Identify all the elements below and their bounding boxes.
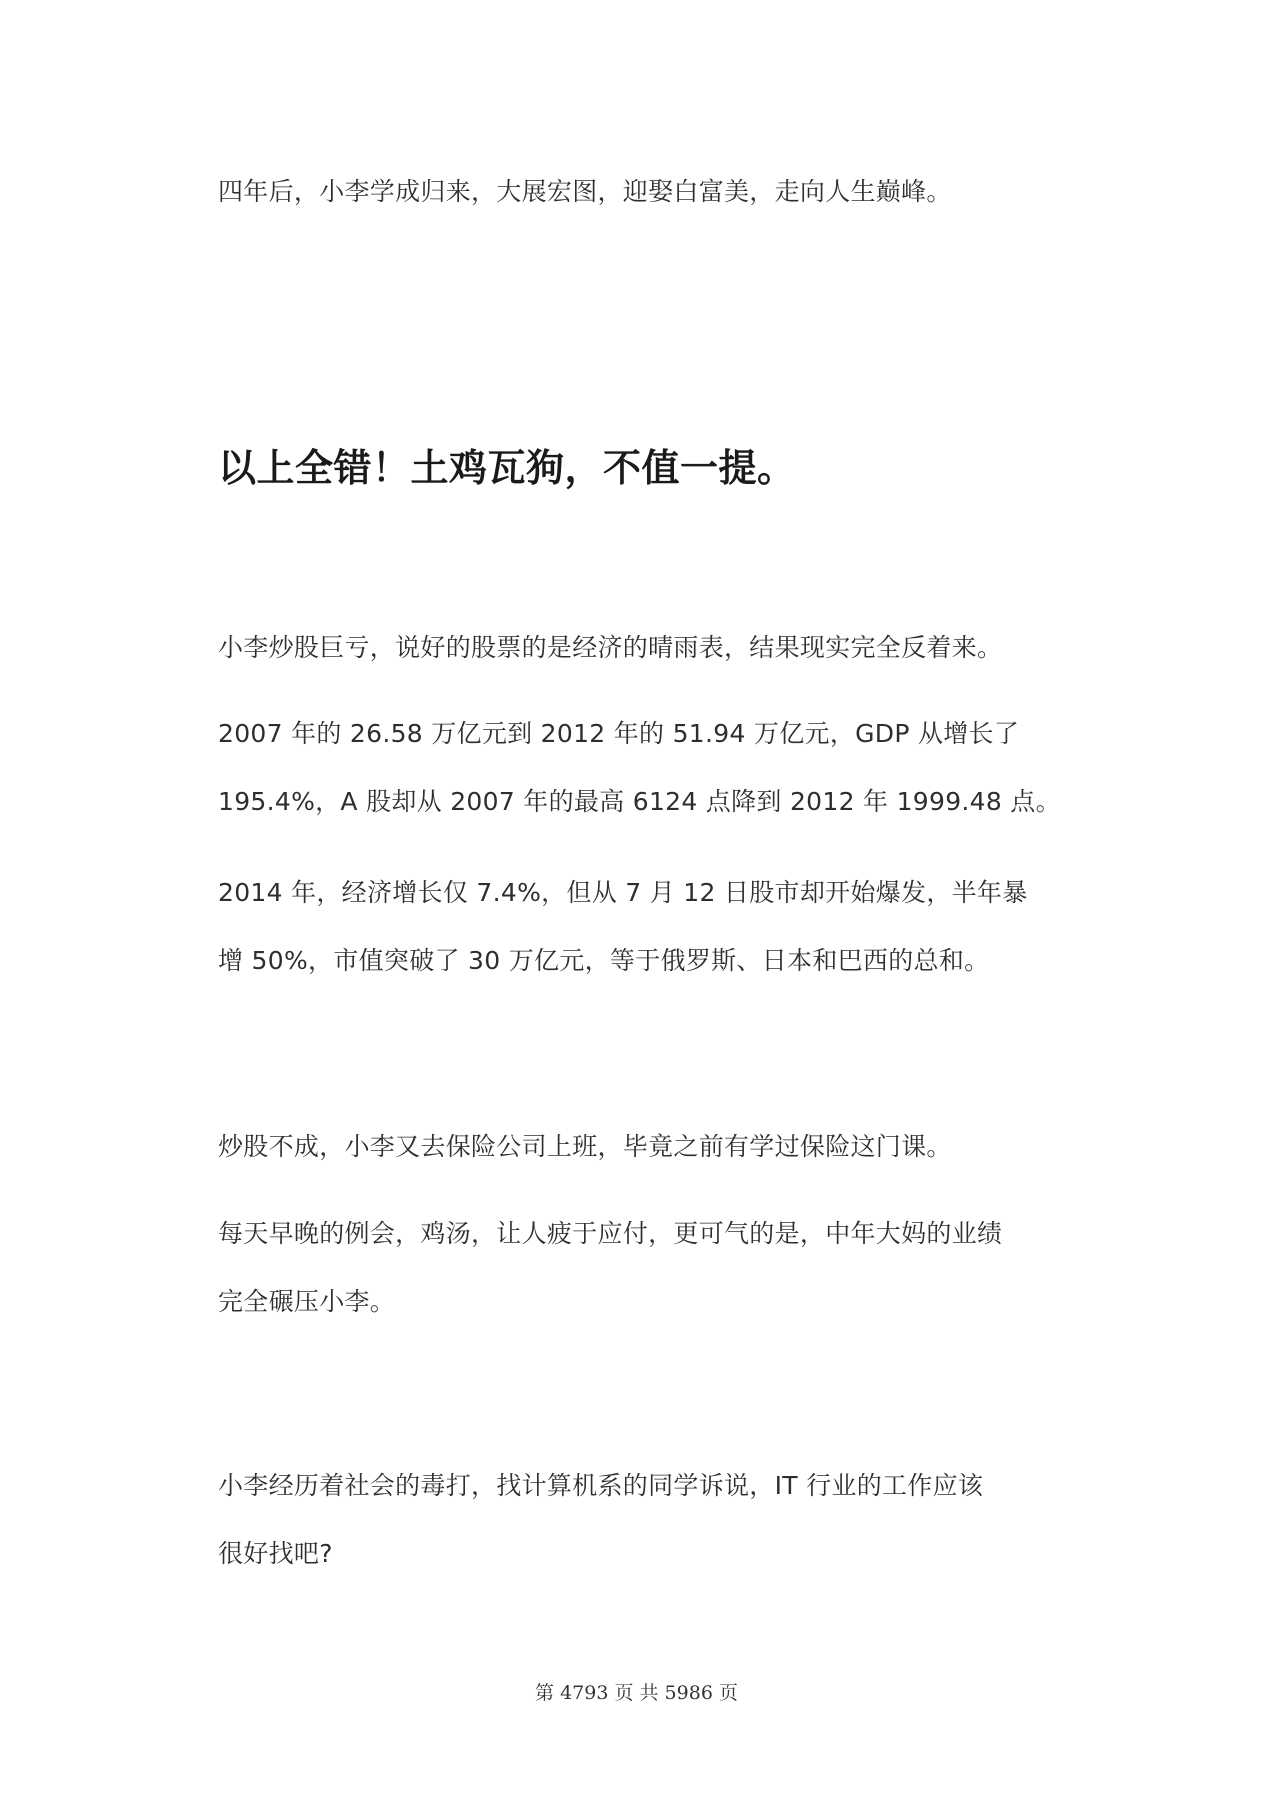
paragraph-line: 每天早晚的例会，鸡汤，让人疲于应付，更可气的是，中年大妈的业绩 — [218, 1219, 1003, 1248]
section-heading: 以上全错！土鸡瓦狗，不值一提。 — [218, 446, 796, 490]
paragraph-line: 2014 年，经济增长仅 7.4%，但从 7 月 12 日股市却开始爆发，半年暴 — [218, 878, 1028, 907]
paragraph-line: 195.4%，A 股却从 2007 年的最高 6124 点降到 2012 年 1999.48 点。 — [218, 787, 1061, 816]
paragraph-line: 完全碾压小李。 — [218, 1287, 396, 1316]
paragraph-line: 2007 年的 26.58 万亿元到 2012 年的 51.94 万亿元，GDP 从增长了 — [218, 719, 1020, 748]
paragraph-line: 炒股不成，小李又去保险公司上班，毕竟之前有学过保险这门课。 — [218, 1132, 952, 1161]
page-number-footer: 第 4793 页 共 5986 页 — [535, 1682, 738, 1704]
paragraph-line: 小李炒股巨亏，说好的股票的是经济的晴雨表，结果现实完全反着来。 — [218, 633, 1003, 662]
paragraph-line: 四年后，小李学成归来，大展宏图，迎娶白富美，走向人生巅峰。 — [218, 177, 952, 206]
paragraph-line: 小李经历着社会的毒打，找计算机系的同学诉说，IT 行业的工作应该 — [218, 1471, 984, 1500]
paragraph-line: 很好找吧? — [218, 1539, 333, 1568]
paragraph-line: 增 50%，市值突破了 30 万亿元，等于俄罗斯、日本和巴西的总和。 — [218, 946, 990, 975]
